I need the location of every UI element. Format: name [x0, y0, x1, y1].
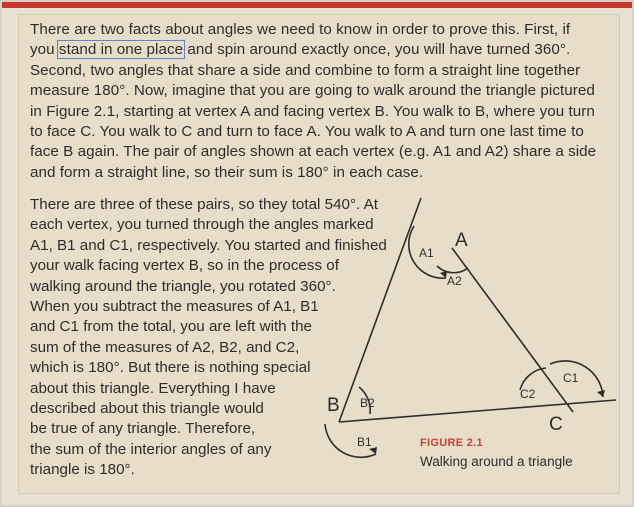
angle-b1-label: B1 [357, 435, 372, 449]
angle-c1-label: C1 [563, 371, 579, 385]
paragraph-line-8: and form a straight line, so their sum is 180° in each case. [30, 163, 424, 181]
angle-b2-label: B2 [360, 396, 375, 410]
left-line-7: and C1 from the total, you are left with the [30, 318, 312, 336]
left-line-9: which is 180°. But there is nothing special [30, 359, 311, 377]
paragraph-line-4: measure 180°. Now, imagine that you are going to walk around the triangle pictured [30, 82, 595, 100]
left-line-14: triangle is 180°. [30, 461, 135, 479]
paragraph-line-3: Second, two angles that share a side and combine to form a straight line together [30, 61, 581, 79]
paragraph-line-6: to face C. You walk to C and turn to face A. You walk to A and turn one last time to [30, 122, 584, 140]
line2-rest: and spin around exactly once, you will have turned 360°. [187, 41, 571, 59]
angle-a2-label: A2 [447, 274, 462, 288]
arrowhead-c1 [597, 390, 605, 397]
line-through-a-b [339, 198, 421, 422]
line-through-b-c [339, 400, 616, 422]
left-line-2: each vertex, you turned through the angles marked [30, 216, 374, 234]
figure-caption-subtitle: Walking around a triangle [420, 454, 573, 469]
line-through-a-c [452, 248, 573, 412]
vertex-b-label: B [327, 395, 340, 416]
angle-a1-label: A1 [419, 246, 434, 260]
figure-caption-title: FIGURE 2.1 [420, 437, 483, 449]
left-line-6: When you subtract the measures of A1, B1 [30, 297, 319, 315]
left-line-8: sum of the measures of A2, B2, and C2, [30, 338, 300, 356]
left-line-4: your walk facing vertex B, so in the process of [30, 257, 339, 275]
paragraph-line-5: in Figure 2.1, starting at vertex A and facing vertex B. You walk to B, where you turn [30, 102, 595, 120]
paragraph-line-7: face B again. The pair of angles shown at each vertex (e.g. A1 and A2) share a side [30, 143, 597, 161]
arrowhead-a1 [440, 271, 447, 278]
left-line-10: about this triangle. Everything I have [30, 379, 276, 397]
left-line-13: the sum of the interior angles of any [30, 440, 272, 458]
left-line-11: described about this triangle would [30, 399, 264, 417]
left-line-12: be true of any triangle. Therefore, [30, 420, 256, 438]
highlighted-phrase[interactable]: stand in one place [58, 41, 184, 59]
vertex-c-label: C [549, 414, 563, 435]
angle-c2-label: C2 [520, 387, 536, 401]
left-line-3: A1, B1 and C1, respectively. You started and finished [30, 236, 387, 254]
left-line-5: walking around the triangle, you rotated 360°. [30, 277, 336, 295]
vertex-a-label: A [455, 230, 468, 251]
paragraph-line-1: There are two facts about angles we need to know in order to prove this. First, if [30, 21, 571, 38]
left-line-1: There are three of these pairs, so they total 540°. At [30, 196, 378, 213]
arc-a2 [437, 266, 468, 273]
line2-prefix: you [30, 41, 55, 59]
